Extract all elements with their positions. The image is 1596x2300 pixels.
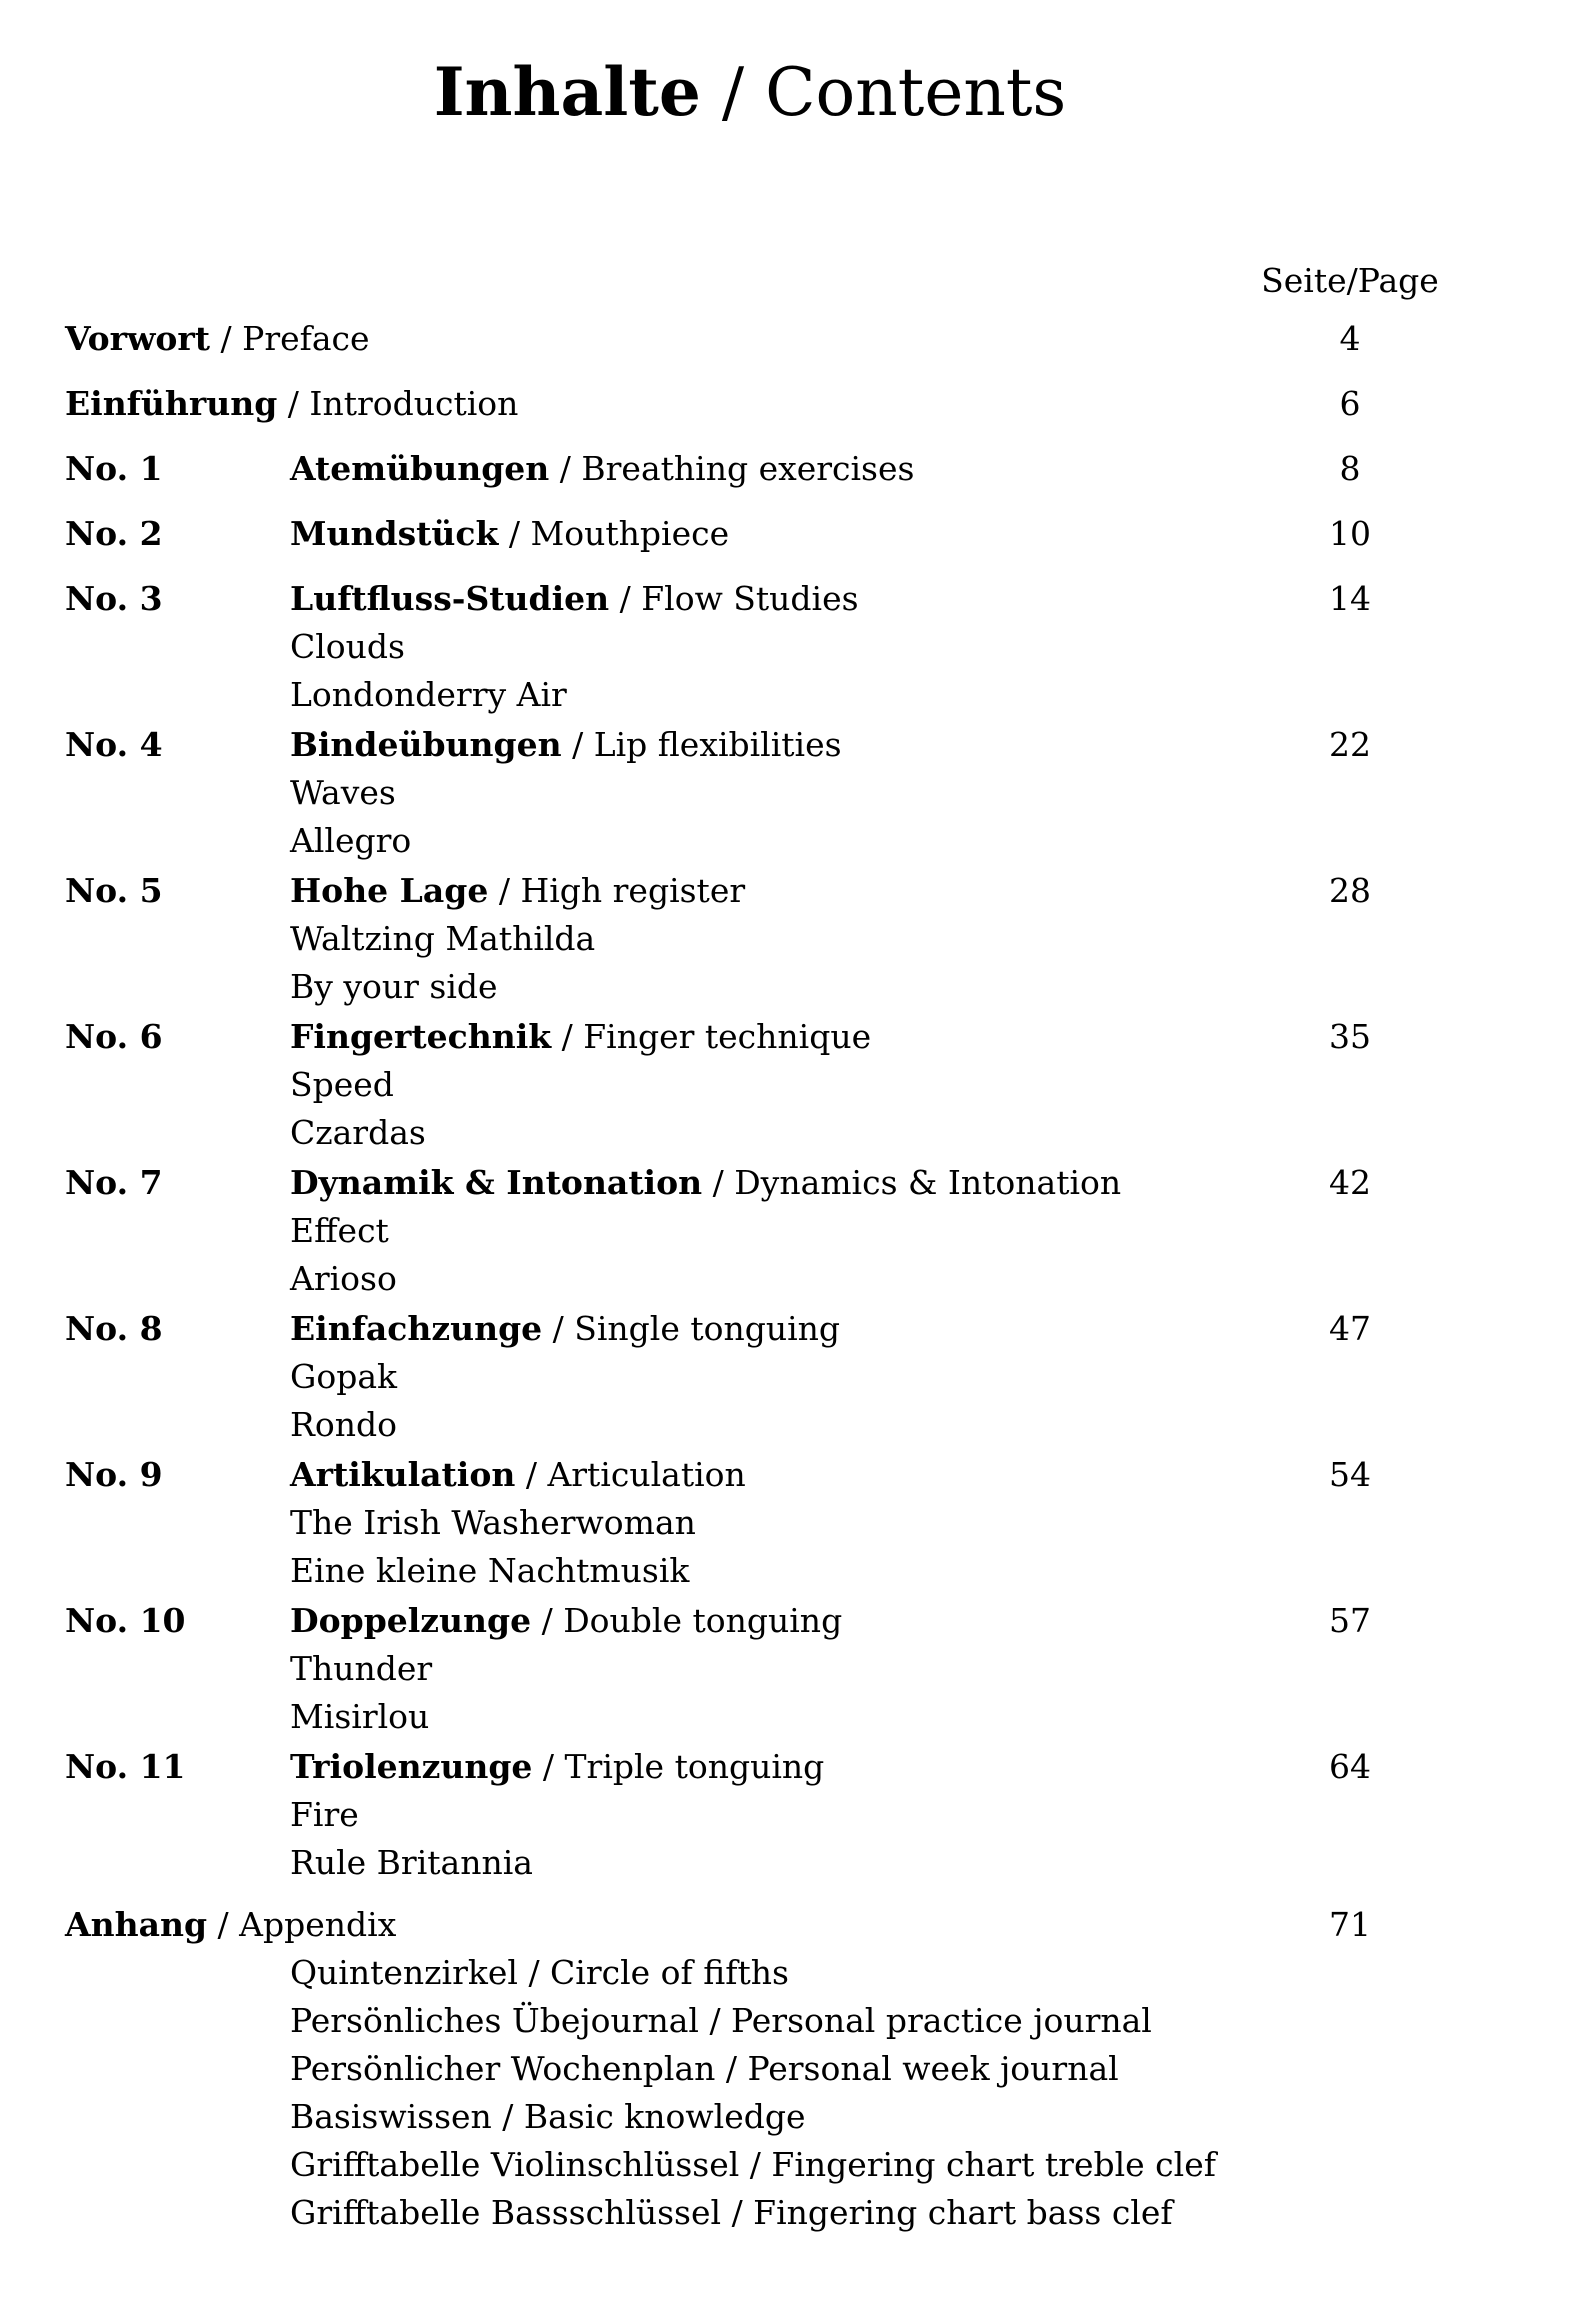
entry-title [290,1159,1250,1207]
sub-page-spacer [1250,769,1450,817]
toc-entry [65,380,1450,428]
indent-spacer [65,1839,290,1887]
entry-number: No. 8 [65,1309,163,1348]
toc-entry [65,575,1450,623]
entry-number: No. 1 [65,449,163,488]
sub-item-title: The Irish Washerwoman [290,1503,696,1542]
sub-item-title: Fire [290,1795,359,1834]
toc-sub-item [65,1645,1450,1693]
entry-separator: / [207,1905,240,1944]
sub-page-spacer [1250,2093,1450,2141]
indent-spacer [65,1353,290,1401]
entry-title-de: Fingertechnik [290,1017,552,1056]
entry-title-en: Lip flexibilities [593,725,842,764]
sub-page-spacer [1250,1401,1450,1449]
sub-page-spacer [1250,817,1450,865]
page-title [0,0,1500,141]
entry-number: No. 11 [65,1747,186,1786]
sub-page-spacer [1250,1499,1450,1547]
entry-title-en: Dynamics & Intonation [734,1163,1122,1202]
toc-sub-item [65,769,1450,817]
sub-item-title: Grifftabelle Bassschlüssel / Fingering chart bass clef [290,2193,1173,2232]
toc-sub-item [65,2093,1450,2141]
entry-title-de: Bindeübungen [290,725,562,764]
entry-title-de: Atemübungen [290,449,550,488]
sub-item-title: Waltzing Mathilda [290,919,596,958]
entry-title-de: Luftfluss-Studien [290,579,610,618]
toc-sub-item [65,1997,1450,2045]
indent-spacer [65,1109,290,1157]
toc-entry [65,445,1450,493]
sub-item-title: Arioso [290,1259,397,1298]
entry-title [290,1305,1250,1353]
entry-title [65,1901,1250,1949]
indent-spacer [65,1207,290,1255]
sub-item-title: Czardas [290,1113,426,1152]
indent-spacer [65,1645,290,1693]
toc-sub-item [65,1499,1450,1547]
header-spacer [65,257,1250,305]
entry-title [65,315,1250,363]
indent-spacer [65,2189,290,2237]
sub-page-spacer [1250,2141,1450,2189]
indent-spacer [65,1547,290,1595]
sub-page-spacer [1250,915,1450,963]
entry-page: 42 [1329,1163,1371,1202]
entry-title-de: Doppelzunge [290,1601,532,1640]
sub-item-title: Speed [290,1065,394,1104]
sub-item-title: Persönlicher Wochenplan / Personal week journal [290,2049,1119,2088]
entry-title-en: High register [520,871,746,910]
entry-title [65,380,1250,428]
sub-page-spacer [1250,2189,1450,2237]
sub-item-title: Persönliches Übejournal / Personal practice journal [290,2001,1152,2040]
entry-title-en: Triple tonguing [564,1747,825,1786]
entry-page: 57 [1329,1601,1371,1640]
toc-entry [65,510,1450,558]
sub-item-title: Grifftabelle Violinschlüssel / Fingering chart treble clef [290,2145,1216,2184]
entry-title [290,1597,1250,1645]
sub-page-spacer [1250,1547,1450,1595]
toc-sub-item [65,1207,1450,1255]
indent-spacer [65,623,290,671]
toc-sub-item [65,623,1450,671]
entry-title [290,575,1250,623]
entry-title-en: Mouthpiece [530,514,730,553]
toc-entry [65,1743,1450,1791]
toc-sub-item [65,2189,1450,2237]
entry-number: No. 10 [65,1601,186,1640]
indent-spacer [65,2141,290,2189]
page-title-separator: / [700,54,766,131]
sub-page-spacer [1250,623,1450,671]
sub-item-title: Londonderry Air [290,675,567,714]
sub-page-spacer [1250,2045,1450,2093]
toc-sub-item [65,1693,1450,1741]
toc-sub-item [65,1547,1450,1595]
sub-item-title: Rule Britannia [290,1843,533,1882]
sub-item-title: Quintenzirkel / Circle of fifths [290,1953,789,1992]
indent-spacer [65,1997,290,2045]
entry-page: 22 [1329,725,1371,764]
entry-title [290,445,1250,493]
entry-title-en: Preface [242,319,370,358]
toc-entry [65,721,1450,769]
toc-sub-item [65,671,1450,719]
entry-title [290,1013,1250,1061]
sub-item-title: Waves [290,773,396,812]
entry-separator: / [531,1601,564,1640]
indent-spacer [65,1949,290,1997]
entry-page: 64 [1329,1747,1371,1786]
sub-item-title: Rondo [290,1405,397,1444]
entry-title-de: Mundstück [290,514,499,553]
entry-title [290,510,1250,558]
entry-page: 8 [1339,449,1361,488]
entry-page: 28 [1329,871,1371,910]
entry-title-en: Double tonguing [563,1601,843,1640]
entry-title-de: Anhang [65,1905,208,1944]
indent-spacer [65,817,290,865]
sub-page-spacer [1250,1353,1450,1401]
toc-sub-item [65,1255,1450,1303]
indent-spacer [65,1499,290,1547]
sub-item-title: Allegro [290,821,412,860]
entry-title-de: Triolenzunge [290,1747,533,1786]
entry-separator: / [702,1163,735,1202]
toc-sub-item [65,1401,1450,1449]
entry-page: 4 [1339,319,1361,358]
entry-page: 35 [1329,1017,1371,1056]
sub-page-spacer [1250,1839,1450,1887]
entry-separator: / [561,725,594,764]
indent-spacer [65,1693,290,1741]
indent-spacer [65,915,290,963]
entry-page: 6 [1339,384,1361,423]
entry-page: 10 [1329,514,1371,553]
sub-page-spacer [1250,1255,1450,1303]
toc-entry [65,867,1450,915]
indent-spacer [65,671,290,719]
entry-separator: / [277,384,310,423]
sub-item-title: Effect [290,1211,389,1250]
toc-header-row [65,257,1450,305]
entry-title [290,1743,1250,1791]
indent-spacer [65,2045,290,2093]
sub-item-title: Clouds [290,627,405,666]
entry-number: No. 2 [65,514,163,553]
entry-separator: / [532,1747,565,1786]
entry-title-en: Articulation [547,1455,746,1494]
entry-number: No. 9 [65,1455,163,1494]
entry-title-de: Einfachzunge [290,1309,543,1348]
sub-item-title: Gopak [290,1357,398,1396]
entry-separator: / [551,1017,584,1056]
entry-title-en: Flow Studies [641,579,859,618]
sub-item-title: By your side [290,967,498,1006]
toc-sub-item [65,1791,1450,1839]
toc-entry [65,1159,1450,1207]
entry-title-en: Finger technique [583,1017,872,1056]
entry-separator: / [210,319,243,358]
sub-page-spacer [1250,1791,1450,1839]
entry-title-de: Artikulation [290,1455,516,1494]
entry-title-en: Breathing exercises [581,449,915,488]
toc-sub-item [65,1949,1450,1997]
entry-separator: / [609,579,642,618]
sub-item-title: Basiswissen / Basic knowledge [290,2097,806,2136]
entry-title-en: Introduction [309,384,519,423]
entry-title-en: Appendix [239,1905,397,1944]
sub-page-spacer [1250,1645,1450,1693]
entry-separator: / [549,449,582,488]
sub-page-spacer [1250,1949,1450,1997]
page-column-header: Seite/Page [1261,261,1439,300]
sub-item-title: Thunder [290,1649,433,1688]
entry-page: 47 [1329,1309,1371,1348]
entry-number: No. 7 [65,1163,163,1202]
toc-sub-item [65,2045,1450,2093]
toc-sub-item [65,963,1450,1011]
sub-page-spacer [1250,1997,1450,2045]
indent-spacer [65,1401,290,1449]
sub-page-spacer [1250,671,1450,719]
entry-title [290,721,1250,769]
toc-sub-item [65,817,1450,865]
page-title-en: Contents [765,54,1067,131]
entry-number: No. 5 [65,871,163,910]
indent-spacer [65,2093,290,2141]
toc-sub-item [65,915,1450,963]
toc-sub-item [65,1061,1450,1109]
indent-spacer [65,1255,290,1303]
entry-separator: / [488,871,521,910]
entry-title-en: Single tonguing [574,1309,841,1348]
table-of-contents [65,257,1450,2237]
indent-spacer [65,1061,290,1109]
toc-entry [65,1013,1450,1061]
sub-page-spacer [1250,1061,1450,1109]
entry-title-de: Vorwort [65,319,211,358]
toc-entry [65,1901,1450,1949]
sub-item-title: Eine kleine Nachtmusik [290,1551,690,1590]
sub-page-spacer [1250,1207,1450,1255]
entry-page: 14 [1329,579,1371,618]
entry-title-de: Dynamik & Intonation [290,1163,703,1202]
entry-title [290,867,1250,915]
entry-title-de: Einführung [65,384,278,423]
entry-number: No. 3 [65,579,163,618]
page-title-de: Inhalte [433,53,701,131]
toc-entry [65,1597,1450,1645]
entry-separator: / [542,1309,575,1348]
indent-spacer [65,769,290,817]
indent-spacer [65,963,290,1011]
entry-separator: / [515,1455,548,1494]
toc-sub-item [65,1839,1450,1887]
entry-number: No. 4 [65,725,163,764]
toc-sub-item [65,1353,1450,1401]
sub-page-spacer [1250,963,1450,1011]
entry-page: 54 [1329,1455,1371,1494]
sub-page-spacer [1250,1109,1450,1157]
entry-title [290,1451,1250,1499]
toc-entry [65,315,1450,363]
sub-item-title: Misirlou [290,1697,430,1736]
toc-sub-item [65,2141,1450,2189]
entry-number: No. 6 [65,1017,163,1056]
toc-sub-item [65,1109,1450,1157]
entry-page: 71 [1329,1905,1371,1944]
indent-spacer [65,1791,290,1839]
entry-title-de: Hohe Lage [290,871,489,910]
toc-entry [65,1305,1450,1353]
sub-page-spacer [1250,1693,1450,1741]
toc-entry [65,1451,1450,1499]
entry-separator: / [498,514,531,553]
